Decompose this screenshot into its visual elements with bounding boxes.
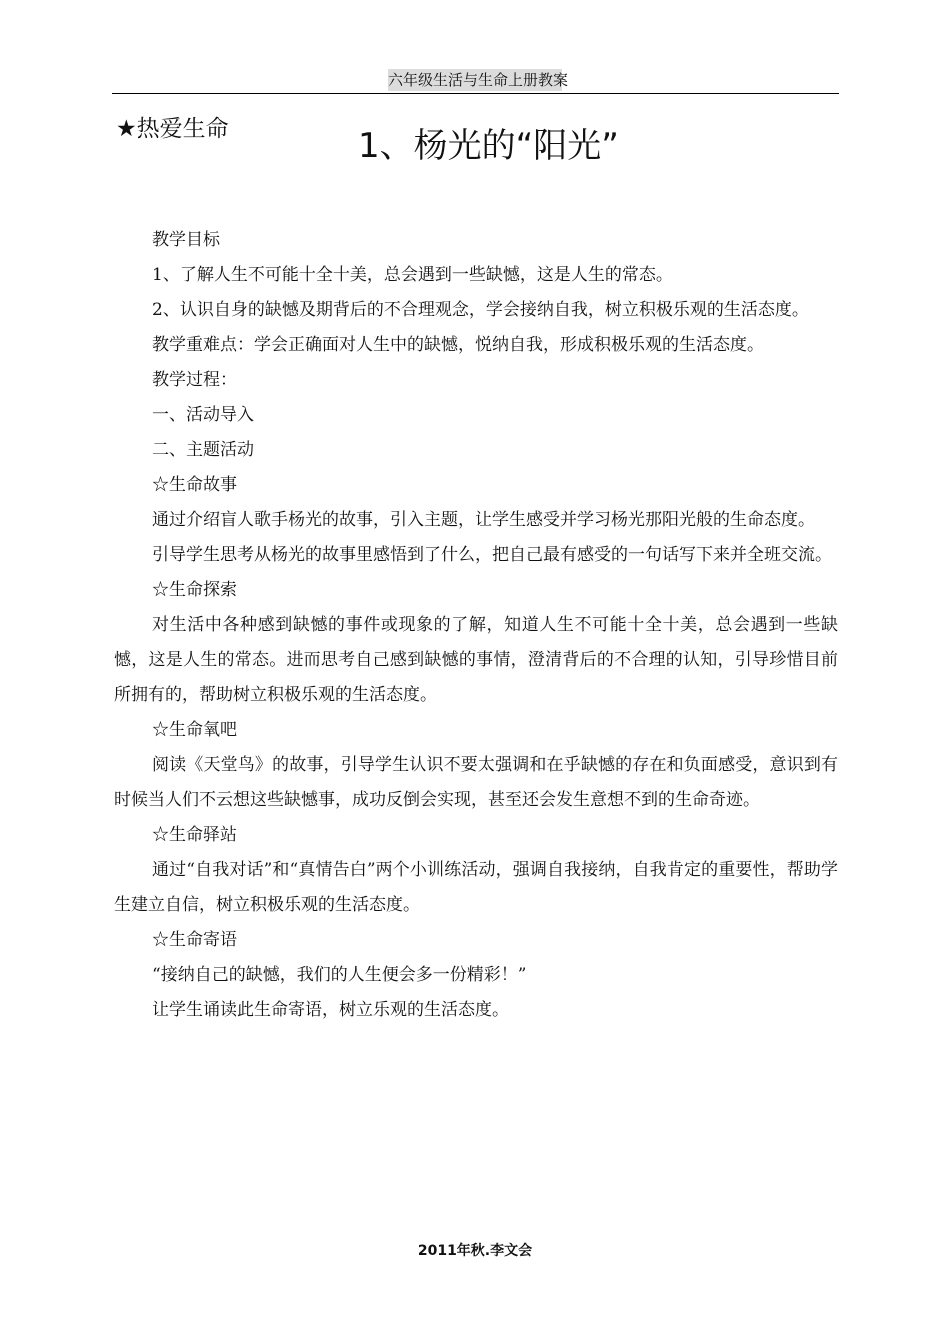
page-footer: 2011年秋.李文会 bbox=[417, 1243, 533, 1259]
paragraph-life-oxygen-bar: 阅读《天堂鸟》的故事，引导学生认识不要太强调和在乎缺憾的存在和负面感受，意识到有时候当人们不云想这些缺憾事，成功反倒会实现，甚至还会发生意想不到的生命奇迹。 bbox=[114, 755, 838, 810]
header-divider bbox=[112, 93, 839, 94]
paragraph-life-exploration: 对生活中各种感到缺憾的事件或现象的了解，知道人生不可能十全十美，总会遇到一些缺憾，这是人生的常态。进而思考自己感到缺憾的事情，澄清背后的不合理的认知，引导珍惜目前所拥有的，帮助树立积极乐观的生活态度。 bbox=[114, 615, 838, 705]
lesson-title: 1、杨光的“阳光” bbox=[358, 126, 619, 166]
paragraph-objective-2: 2、认识自身的缺憾及期背后的不合理观念，学会接纳自我，树立积极乐观的生活态度。 bbox=[152, 300, 809, 320]
paragraph-key-points: 教学重难点：学会正确面对人生中的缺憾，悦纳自我，形成积极乐观的生活态度。 bbox=[152, 335, 764, 355]
subheading-life-message: ☆生命寄语 bbox=[152, 930, 237, 950]
subheading-life-oxygen-bar: ☆生命氧吧 bbox=[152, 720, 237, 740]
paragraph-step-2: 二、主题活动 bbox=[152, 440, 254, 460]
paragraph-life-message-instruction: 让学生诵读此生命寄语，树立乐观的生活态度。 bbox=[152, 1000, 509, 1020]
section-tag: ★热爱生命 bbox=[116, 116, 229, 142]
subheading-life-exploration: ☆生命探索 bbox=[152, 580, 237, 600]
page-header-title: 六年级生活与生命上册教案 bbox=[388, 71, 569, 89]
paragraph-process-heading: 教学过程： bbox=[152, 370, 237, 390]
lesson-body bbox=[114, 223, 838, 1028]
paragraph-life-story-2: 引导学生思考从杨光的故事里感悟到了什么，把自己最有感受的一句话写下来并全班交流。 bbox=[152, 545, 832, 565]
subheading-life-station: ☆生命驿站 bbox=[152, 825, 237, 845]
paragraph-life-message-quote: “接纳自己的缺憾，我们的人生便会多一份精彩！” bbox=[152, 965, 527, 985]
paragraph-step-1: 一、活动导入 bbox=[152, 405, 254, 425]
paragraph-objective-1: 1、了解人生不可能十全十美，总会遇到一些缺憾，这是人生的常态。 bbox=[152, 265, 673, 285]
subheading-life-story: ☆生命故事 bbox=[152, 475, 237, 495]
paragraph-objectives-heading: 教学目标 bbox=[152, 230, 220, 250]
paragraph-life-story-1: 通过介绍盲人歌手杨光的故事，引入主题，让学生感受并学习杨光那阳光般的生命态度。 bbox=[152, 510, 815, 530]
paragraph-life-station: 通过“自我对话”和“真情告白”两个小训练活动，强调自我接纳，自我肯定的重要性，帮助学生建立自信，树立积极乐观的生活态度。 bbox=[114, 860, 838, 915]
